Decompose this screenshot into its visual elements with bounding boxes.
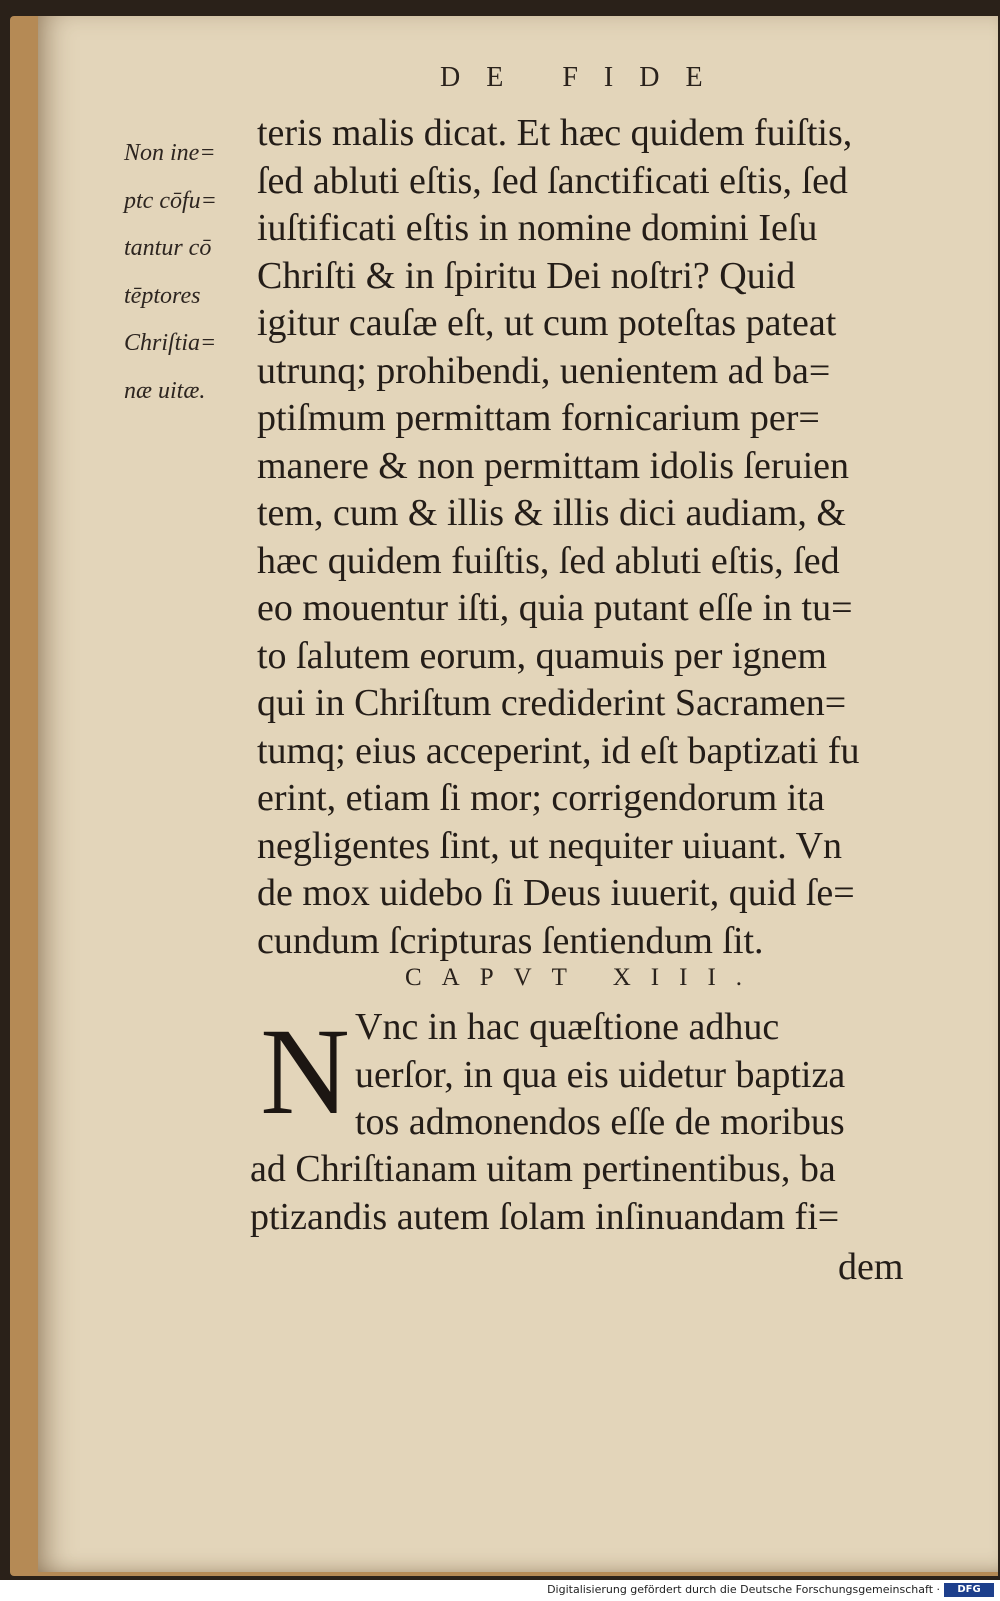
text-line: hæc quidem fuiſtis, ſed abluti eſtis, ſed [257,539,840,582]
chapter-text-indented [355,1004,935,1147]
text-line: manere & non permittam idolis ſeruien [257,444,850,487]
margin-note-line: næ uitæ. [124,377,206,404]
text-line: uerſor, in qua eis uidetur baptiza [355,1053,846,1096]
text-line: ad Chriſtianam uitam pertinentibus, ba [250,1148,836,1190]
text-line: ptiſmum permittam fornicarium per= [257,397,820,439]
margin-note-line: Non ine= [124,140,216,166]
text-line: ptizandis autem ſolam inſinuandam fi= [250,1195,840,1238]
text-line: utrunq; prohibendi, uenientem ad ba= [257,349,831,392]
drop-cap: N [260,1003,350,1140]
text-line: negligentes ſint, ut nequiter uiuant. Vn [257,824,843,867]
margin-note [124,130,259,415]
chapter-heading: CAPVT XIII. [405,964,763,991]
text-line: teris malis dicat. Et hæc quidem fuiſtis, [257,112,853,154]
margin-note-line: tēptores [124,282,201,309]
dfg-logo: DFG [944,1583,994,1597]
text-line: de mox uidebo ſi Deus iuuerit, quid ſe= [257,872,855,914]
running-head: DE FIDE [440,62,729,93]
text-line: cundum ſcripturas ſentiendum ſit. [257,919,764,962]
text-line: Vnc in hac quæſtione adhuc [355,1006,780,1048]
chapter-text [250,1146,940,1241]
catchword: dem [838,1246,904,1288]
text-line: tumq; eius acceperint, id eſt baptizati fu [257,729,860,772]
margin-note-line: Chriſtia= [124,330,217,356]
text-line: igitur cauſæ eſt, ut cum poteſtas pateat [257,302,837,344]
text-line: erint, etiam ſi mor; corrigendorum ita [257,777,825,819]
text-line: tos admonendos eſſe de moribus [355,1101,845,1143]
text-line: to ſalutem eorum, quamuis per ignem [257,634,827,677]
margin-note-line: tantur cō [124,235,212,261]
text-line: Chriſti & in ſpiritu Dei noſtri? Quid [257,254,796,297]
margin-note-line: ptc cōfu= [124,187,217,214]
footer-bar [0,1580,1000,1601]
body-text [257,110,937,965]
text-line: iuſtificati eſtis in nomine domini Ieſu [257,207,818,249]
digitization-credit: Digitalisierung gefördert durch die Deutsche Forschungsgemeinschaft · [547,1583,940,1596]
text-line: qui in Chriſtum crediderint Sacramen= [257,682,847,724]
text-line: eo mouentur iſti, quia putant eſſe in tu= [257,587,853,629]
text-line: tem, cum & illis & illis dici audiam, & [257,492,846,534]
text-line: ſed abluti eſtis, ſed ſanctificati eſtis, ſed [257,159,848,202]
